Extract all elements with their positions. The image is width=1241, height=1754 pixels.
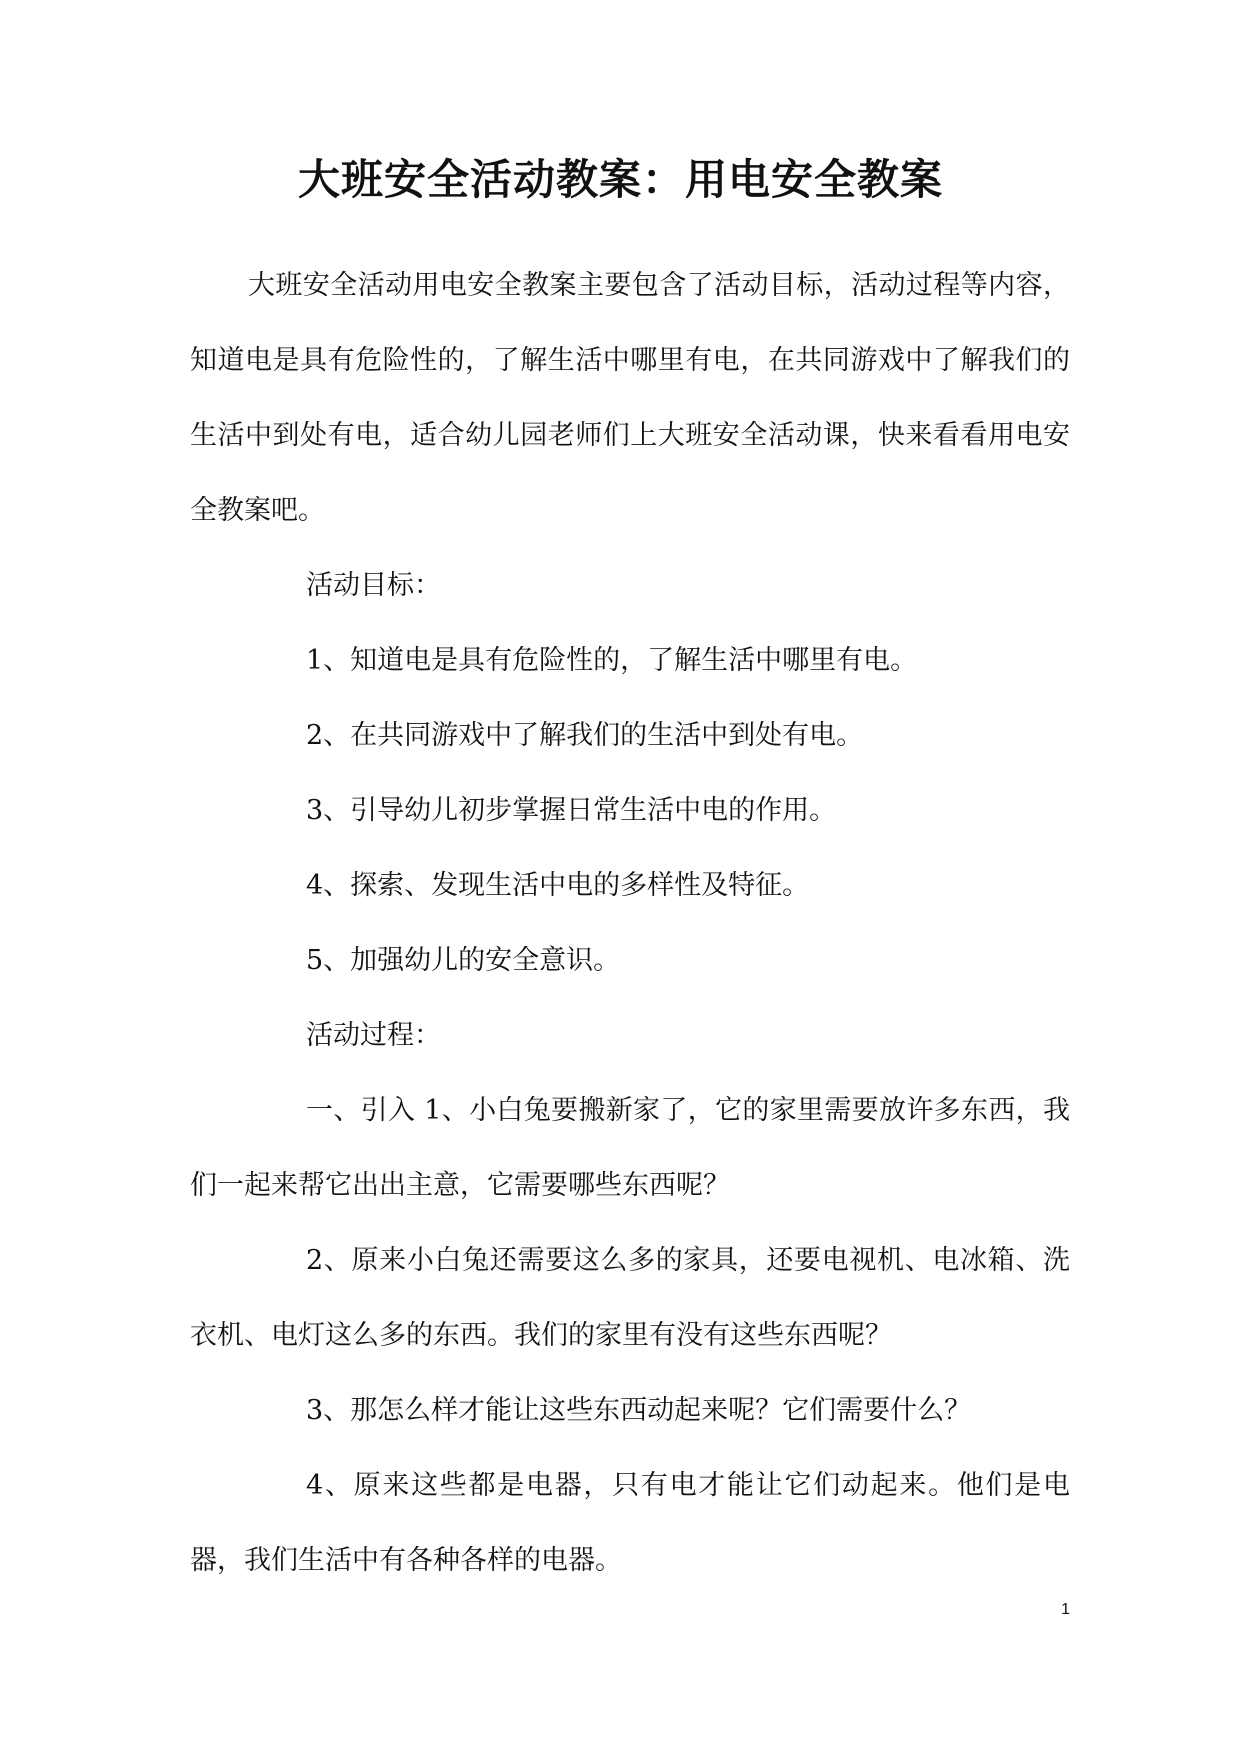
document-title: 大班安全活动教案：用电安全教案	[297, 155, 943, 204]
section-heading-process: 活动过程：	[306, 1020, 441, 1051]
section-heading-goals: 活动目标：	[306, 570, 441, 601]
goal-item-3: 3、引导幼儿初步掌握日常生活中电的作用。	[306, 795, 837, 826]
intro-paragraph: 大班安全活动用电安全教案主要包含了活动目标，活动过程等内容，知道电是具有危险性的，了解生活中哪里有电，在共同游戏中了解我们的生活中到处有电，适合幼儿园老师们上大班安全活动课，快来看看用电安全教案吧。	[190, 270, 1070, 526]
process-step-4: 4、原来这些都是电器，只有电才能让它们动起来。他们是电器，我们生活中有各种各样的电器。	[190, 1470, 1070, 1576]
process-step-2: 2、原来小白兔还需要这么多的家具，还要电视机、电冰箱、洗衣机、电灯这么多的东西。我们的家里有没有这些东西呢？	[190, 1245, 1070, 1351]
document-body	[190, 248, 1070, 1598]
goal-item-5: 5、加强幼儿的安全意识。	[306, 945, 621, 976]
page-number: 1	[1061, 1601, 1070, 1618]
process-step-1: 一、引入 1、小白兔要搬新家了，它的家里需要放许多东西，我们一起来帮它出出主意，它需要哪些东西呢？	[190, 1095, 1070, 1201]
process-step-3: 3、那怎么样才能让这些东西动起来呢？它们需要什么？	[306, 1395, 972, 1426]
goal-item-4: 4、探索、发现生活中电的多样性及特征。	[306, 870, 810, 901]
goal-item-2: 2、在共同游戏中了解我们的生活中到处有电。	[306, 720, 864, 751]
goal-item-1: 1、知道电是具有危险性的，了解生活中哪里有电。	[306, 645, 918, 676]
